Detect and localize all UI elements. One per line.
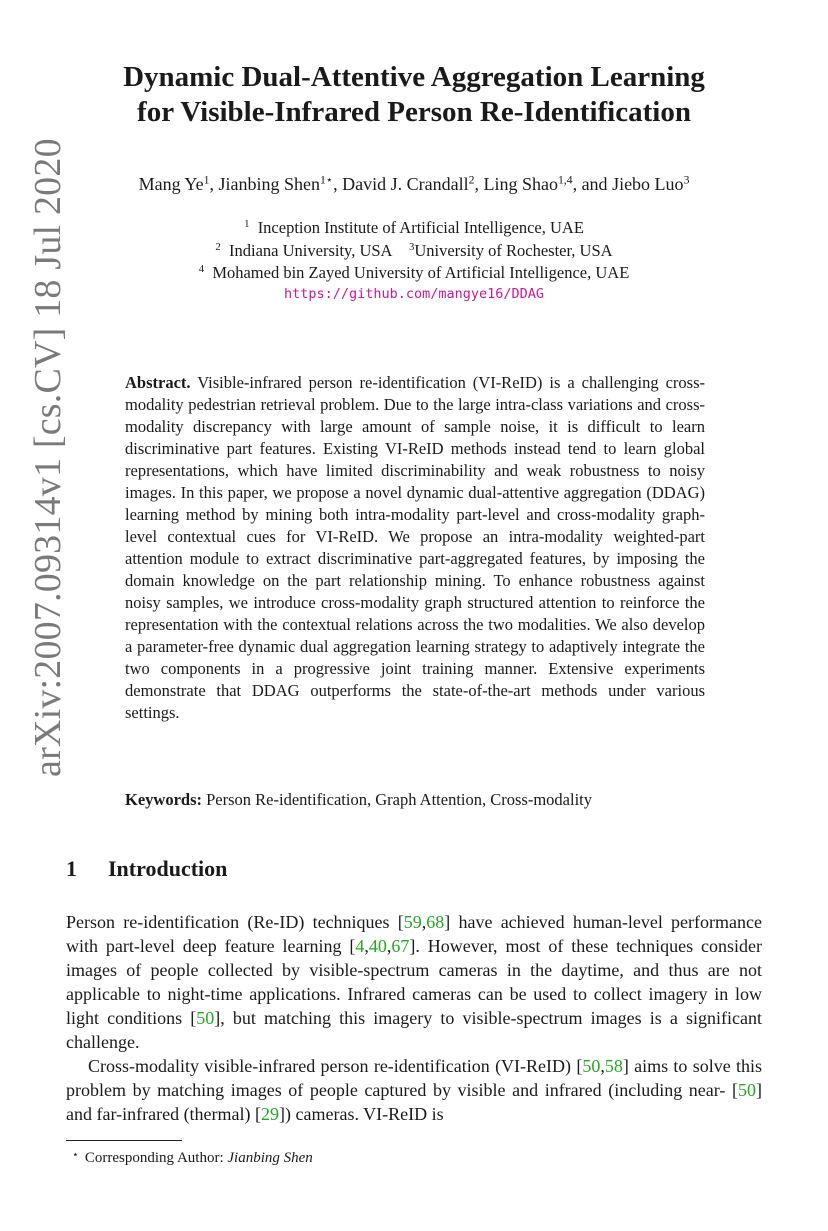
author-name: David J. Crandall [342,174,469,194]
citation-link[interactable]: 40 [368,936,387,956]
title-line-1: Dynamic Dual-Attentive Aggregation Learning [123,61,705,93]
affiliation-2-3: $^2$ Indiana University, USA $^3$University of Rochester, USA [215,241,613,260]
author-separator: , [209,174,219,194]
author-affiliation-mark: 1,4 [557,173,573,187]
intro-paragraph-2 [66,1054,762,1126]
paragraph-text: , [600,1056,605,1076]
author-affiliation-mark: 3 [683,173,690,187]
intro-paragraph-1 [66,910,762,1054]
introduction-body [66,910,762,1126]
paragraph-text: , [364,936,369,956]
paragraph-text: ] and far-infrared (thermal) [ [66,1080,762,1124]
footnote-author: Jianbing Shen [227,1150,313,1166]
citation-link[interactable]: 58 [604,1056,623,1076]
author-affiliation-mark: 1⋆ [319,173,334,187]
paragraph-text: , [421,912,427,932]
section-number: 1 [66,856,77,881]
citation-link[interactable]: 29 [261,1104,280,1124]
paragraph-text: Cross-modality visible-infrared person re-identification (VI-ReID) [ [88,1056,583,1076]
citation-link[interactable]: 50 [196,1008,215,1028]
title-line-2: for Visible-Infrared Person Re-Identification [137,96,691,128]
footnote-label: Corresponding Author: [84,1150,224,1166]
keywords [125,790,725,810]
author-name: Jianbing Shen [218,174,320,194]
author-name: Ling Shao [483,174,558,194]
paragraph-text: Person re-identification (Re-ID) techniques [ [66,912,404,932]
footnote-mark: ⋆ [72,1149,79,1161]
author-name: Mang Ye [138,174,204,194]
section-title: Introduction [108,856,228,881]
abstract-text: Visible-infrared person re-identification (VI-ReID) is a challenging cross-modality pedestrian retrieval problem. Due to the large intra-class variations and cross-modality discrepancy with large amount of sample noise, it is difficult to learn discriminative part features. Existing VI-ReID methods instead tend to learn global representations, which have limited discriminability and weak robustness to noisy images. In this paper, we propose a novel dynamic dual-attentive aggregation (DDAG) learning method by mining both intra-modality part-level and cross-modality graph-level contextual cues for VI-ReID. We propose an intra-modality weighted-part attention module to extract discriminative part-aggregated features, by imposing the domain knowledge on the part relationship mining. To enhance robustness against noisy samples, we introduce cross-modality graph structured attention to reinforce the representation with the contextual relations across the two modalities. We also develop a parameter-free dynamic dual aggregation learning strategy to adaptively integrate the two components in a progressive joint training manner. Extensive experiments demonstrate that DDAG outperforms the state-of-the-art methods under various settings. [125,373,706,722]
paragraph-text: ]. However, most of these techniques consider images of people collected by visible-spectrum cameras in the daytime, and thus are not applicable to night-time applications. Infrared cameras can be used to collect imagery in low light conditions [ [66,936,762,1028]
abstract-label: Abstract. [125,373,191,392]
paper-title [60,60,768,130]
github-link[interactable]: https://github.com/mangye16/DDAG [283,286,545,302]
citation-link[interactable]: 50 [738,1080,756,1100]
author-list [60,174,768,195]
author-affiliation-mark: 1 [203,173,210,187]
arxiv-sidebar-stamp: arXiv:2007.09314v1 [cs.CV] 18 Jul 2020 [27,138,69,777]
author-separator: , [474,174,484,194]
citation-link[interactable]: 50 [582,1056,601,1076]
citation-link[interactable]: 59 [403,912,422,932]
keywords-text: Person Re-identification, Graph Attention, Cross-modality [206,790,592,809]
paragraph-text: ] have achieved human-level performance with part-level deep feature learning [ [66,912,762,956]
citation-link[interactable]: 68 [426,912,445,932]
abstract [125,372,705,724]
affiliation-1: $^1$ Inception Institute of Artificial Intelligence, UAE [244,218,584,237]
citation-link[interactable]: 4 [355,936,365,956]
paragraph-text: , [386,936,392,956]
author-affiliation-mark: 2 [468,173,475,187]
author-separator: , [333,174,343,194]
paragraph-text: ] aims to solve this problem by matching images of people captured by visible and infrared (including near- [ [66,1056,763,1100]
paragraph-text: ]) cameras. VI-ReID is [279,1104,444,1124]
paragraph-text: ], but matching this imagery to visible-spectrum images is a significant challenge. [66,1008,762,1052]
citation-link[interactable]: 67 [391,936,410,956]
affiliation-4: $^4$ Mohamed bin Zayed University of Artificial Intelligence, UAE [198,263,630,282]
footnote-rule [66,1140,182,1141]
section-heading [66,856,227,882]
author-separator: , and [572,174,613,194]
author-name: Jiebo Luo [612,174,684,194]
keywords-label: Keywords: [125,790,202,809]
footnote [66,1148,313,1167]
